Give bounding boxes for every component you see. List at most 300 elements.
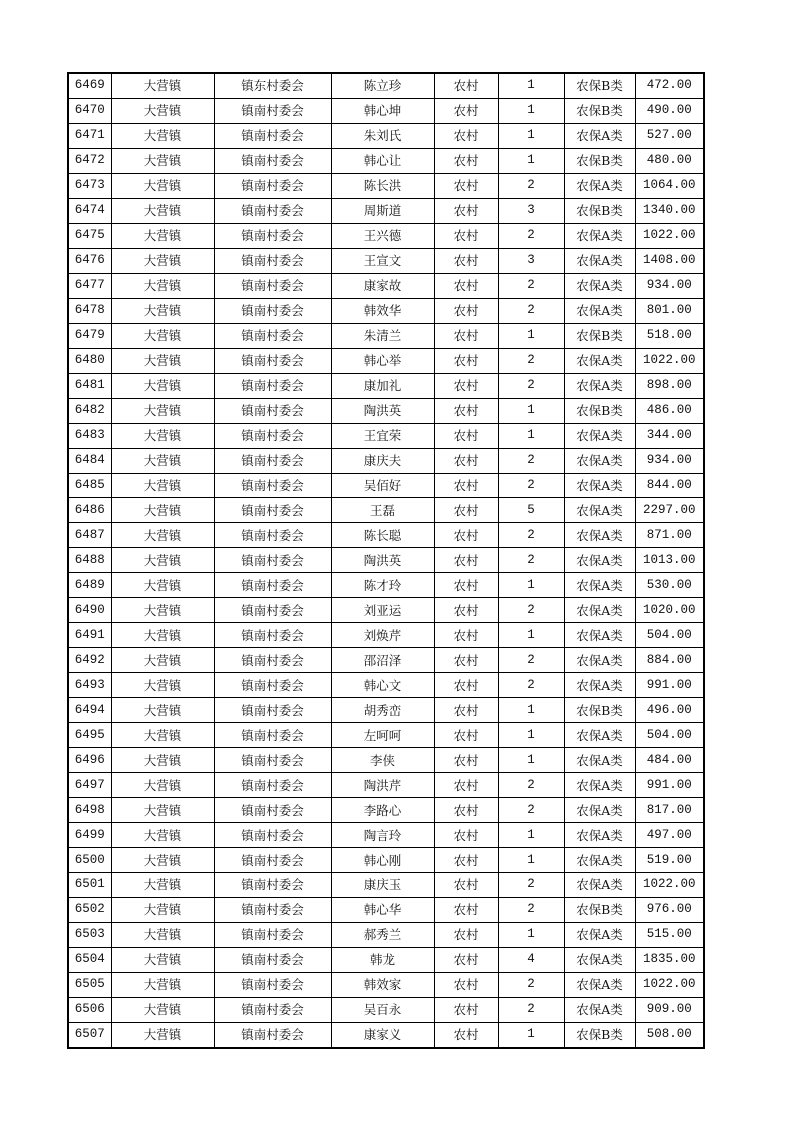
name-cell: 左呵呵 (331, 723, 434, 748)
insurance-category-cell: 农保B类 (564, 698, 635, 723)
village-committee-cell: 镇南村委会 (214, 298, 331, 323)
name-cell: 陶洪英 (331, 548, 434, 573)
household-count-cell: 2 (498, 373, 564, 398)
name-cell: 王兴德 (331, 223, 434, 248)
amount-cell: 344.00 (635, 423, 704, 448)
insurance-category-cell: 农保A类 (564, 173, 635, 198)
area-type-cell: 农村 (434, 673, 498, 698)
name-cell: 邵沼泽 (331, 648, 434, 673)
household-count-cell: 2 (498, 348, 564, 373)
row-number-cell: 6503 (68, 922, 111, 947)
amount-cell: 472.00 (635, 73, 704, 98)
row-number-cell: 6487 (68, 523, 111, 548)
insurance-category-cell: 农保A类 (564, 123, 635, 148)
table-row (68, 98, 704, 123)
insurance-category-cell: 农保B类 (564, 323, 635, 348)
village-committee-cell: 镇南村委会 (214, 648, 331, 673)
row-number-cell: 6472 (68, 148, 111, 173)
amount-cell: 530.00 (635, 573, 704, 598)
name-cell: 康家故 (331, 273, 434, 298)
town-cell: 大营镇 (111, 473, 214, 498)
town-cell: 大营镇 (111, 448, 214, 473)
row-number-cell: 6496 (68, 748, 111, 773)
table-row (68, 448, 704, 473)
town-cell: 大营镇 (111, 947, 214, 972)
village-committee-cell: 镇南村委会 (214, 548, 331, 573)
village-committee-cell: 镇南村委会 (214, 897, 331, 922)
village-committee-cell: 镇南村委会 (214, 972, 331, 997)
amount-cell: 884.00 (635, 648, 704, 673)
town-cell: 大营镇 (111, 73, 214, 98)
table-row (68, 1022, 704, 1047)
row-number-cell: 6488 (68, 548, 111, 573)
amount-cell: 515.00 (635, 922, 704, 947)
household-count-cell: 2 (498, 897, 564, 922)
town-cell: 大营镇 (111, 223, 214, 248)
insurance-category-cell: 农保A类 (564, 773, 635, 798)
area-type-cell: 农村 (434, 548, 498, 573)
village-committee-cell: 镇南村委会 (214, 1022, 331, 1047)
area-type-cell: 农村 (434, 373, 498, 398)
table-row (68, 873, 704, 898)
row-number-cell: 6497 (68, 773, 111, 798)
name-cell: 韩心文 (331, 673, 434, 698)
name-cell: 王宜荣 (331, 423, 434, 448)
name-cell: 韩龙 (331, 947, 434, 972)
town-cell: 大营镇 (111, 423, 214, 448)
amount-cell: 497.00 (635, 823, 704, 848)
household-count-cell: 1 (498, 1022, 564, 1047)
insurance-category-cell: 农保A类 (564, 298, 635, 323)
insurance-category-cell: 农保A类 (564, 873, 635, 898)
area-type-cell: 农村 (434, 248, 498, 273)
area-type-cell: 农村 (434, 922, 498, 947)
insurance-category-cell: 农保A类 (564, 723, 635, 748)
amount-cell: 801.00 (635, 298, 704, 323)
table-row (68, 498, 704, 523)
town-cell: 大营镇 (111, 972, 214, 997)
amount-cell: 484.00 (635, 748, 704, 773)
insurance-category-cell: 农保A类 (564, 273, 635, 298)
row-number-cell: 6506 (68, 997, 111, 1022)
area-type-cell: 农村 (434, 273, 498, 298)
village-committee-cell: 镇南村委会 (214, 598, 331, 623)
area-type-cell: 农村 (434, 873, 498, 898)
area-type-cell: 农村 (434, 398, 498, 423)
name-cell: 陶言玲 (331, 823, 434, 848)
area-type-cell: 农村 (434, 723, 498, 748)
household-count-cell: 1 (498, 922, 564, 947)
name-cell: 王磊 (331, 498, 434, 523)
name-cell: 王宣文 (331, 248, 434, 273)
row-number-cell: 6471 (68, 123, 111, 148)
village-committee-cell: 镇南村委会 (214, 98, 331, 123)
name-cell: 陈长聪 (331, 523, 434, 548)
area-type-cell: 农村 (434, 523, 498, 548)
amount-cell: 817.00 (635, 798, 704, 823)
household-count-cell: 1 (498, 148, 564, 173)
town-cell: 大营镇 (111, 698, 214, 723)
name-cell: 吴百永 (331, 997, 434, 1022)
amount-cell: 934.00 (635, 448, 704, 473)
town-cell: 大营镇 (111, 922, 214, 947)
row-number-cell: 6475 (68, 223, 111, 248)
town-cell: 大营镇 (111, 523, 214, 548)
town-cell: 大营镇 (111, 348, 214, 373)
row-number-cell: 6489 (68, 573, 111, 598)
insurance-category-cell: 农保A类 (564, 248, 635, 273)
town-cell: 大营镇 (111, 723, 214, 748)
town-cell: 大营镇 (111, 248, 214, 273)
household-count-cell: 2 (498, 298, 564, 323)
row-number-cell: 6495 (68, 723, 111, 748)
row-number-cell: 6486 (68, 498, 111, 523)
row-number-cell: 6480 (68, 348, 111, 373)
household-count-cell: 4 (498, 947, 564, 972)
name-cell: 韩心刚 (331, 848, 434, 873)
amount-cell: 504.00 (635, 723, 704, 748)
area-type-cell: 农村 (434, 947, 498, 972)
amount-cell: 519.00 (635, 848, 704, 873)
table-row (68, 673, 704, 698)
row-number-cell: 6479 (68, 323, 111, 348)
household-count-cell: 2 (498, 273, 564, 298)
town-cell: 大营镇 (111, 323, 214, 348)
name-cell: 韩心让 (331, 148, 434, 173)
name-cell: 陈长洪 (331, 173, 434, 198)
household-count-cell: 1 (498, 398, 564, 423)
table-row (68, 298, 704, 323)
household-count-cell: 2 (498, 448, 564, 473)
town-cell: 大营镇 (111, 198, 214, 223)
household-count-cell: 1 (498, 323, 564, 348)
village-committee-cell: 镇南村委会 (214, 198, 331, 223)
amount-cell: 844.00 (635, 473, 704, 498)
insurance-category-cell: 农保A类 (564, 848, 635, 873)
table-row (68, 273, 704, 298)
household-count-cell: 2 (498, 523, 564, 548)
area-type-cell: 农村 (434, 448, 498, 473)
village-committee-cell: 镇东村委会 (214, 73, 331, 98)
insurance-category-cell: 农保B类 (564, 897, 635, 922)
village-committee-cell: 镇南村委会 (214, 848, 331, 873)
village-committee-cell: 镇南村委会 (214, 448, 331, 473)
area-type-cell: 农村 (434, 73, 498, 98)
table-row (68, 972, 704, 997)
village-committee-cell: 镇南村委会 (214, 348, 331, 373)
household-count-cell: 2 (498, 773, 564, 798)
town-cell: 大营镇 (111, 373, 214, 398)
amount-cell: 871.00 (635, 523, 704, 548)
amount-cell: 1064.00 (635, 173, 704, 198)
household-count-cell: 3 (498, 198, 564, 223)
table-body (68, 73, 704, 1048)
village-committee-cell: 镇南村委会 (214, 823, 331, 848)
village-committee-cell: 镇南村委会 (214, 723, 331, 748)
village-committee-cell: 镇南村委会 (214, 323, 331, 348)
name-cell: 康家义 (331, 1022, 434, 1047)
table-row (68, 698, 704, 723)
row-number-cell: 6473 (68, 173, 111, 198)
insurance-category-cell: 农保A类 (564, 673, 635, 698)
insurance-category-cell: 农保B类 (564, 73, 635, 98)
row-number-cell: 6499 (68, 823, 111, 848)
amount-cell: 1340.00 (635, 198, 704, 223)
insurance-category-cell: 农保A类 (564, 997, 635, 1022)
insurance-category-cell: 农保B类 (564, 398, 635, 423)
name-cell: 李侠 (331, 748, 434, 773)
table-row (68, 423, 704, 448)
area-type-cell: 农村 (434, 897, 498, 922)
amount-cell: 1408.00 (635, 248, 704, 273)
area-type-cell: 农村 (434, 123, 498, 148)
insurance-category-cell: 农保A类 (564, 448, 635, 473)
village-committee-cell: 镇南村委会 (214, 148, 331, 173)
row-number-cell: 6483 (68, 423, 111, 448)
insurance-category-cell: 农保A类 (564, 648, 635, 673)
table-row (68, 223, 704, 248)
village-committee-cell: 镇南村委会 (214, 223, 331, 248)
amount-cell: 909.00 (635, 997, 704, 1022)
table-row (68, 398, 704, 423)
village-committee-cell: 镇南村委会 (214, 623, 331, 648)
household-count-cell: 1 (498, 848, 564, 873)
row-number-cell: 6484 (68, 448, 111, 473)
amount-cell: 1835.00 (635, 947, 704, 972)
town-cell: 大营镇 (111, 573, 214, 598)
name-cell: 李路心 (331, 798, 434, 823)
town-cell: 大营镇 (111, 748, 214, 773)
household-count-cell: 2 (498, 548, 564, 573)
table-row (68, 148, 704, 173)
village-committee-cell: 镇南村委会 (214, 123, 331, 148)
name-cell: 陶洪芹 (331, 773, 434, 798)
town-cell: 大营镇 (111, 673, 214, 698)
row-number-cell: 6470 (68, 98, 111, 123)
area-type-cell: 农村 (434, 298, 498, 323)
town-cell: 大营镇 (111, 1022, 214, 1047)
name-cell: 陈立珍 (331, 73, 434, 98)
name-cell: 韩效家 (331, 972, 434, 997)
village-committee-cell: 镇南村委会 (214, 698, 331, 723)
name-cell: 韩心坤 (331, 98, 434, 123)
name-cell: 胡秀峦 (331, 698, 434, 723)
table-row (68, 922, 704, 947)
household-count-cell: 2 (498, 873, 564, 898)
insurance-category-cell: 农保A类 (564, 373, 635, 398)
name-cell: 周斯道 (331, 198, 434, 223)
row-number-cell: 6485 (68, 473, 111, 498)
insurance-category-cell: 农保B类 (564, 1022, 635, 1047)
household-count-cell: 5 (498, 498, 564, 523)
area-type-cell: 农村 (434, 148, 498, 173)
name-cell: 朱清兰 (331, 323, 434, 348)
name-cell: 郝秀兰 (331, 922, 434, 947)
insurance-category-cell: 农保B类 (564, 148, 635, 173)
amount-cell: 1020.00 (635, 598, 704, 623)
insurance-category-cell: 农保A类 (564, 223, 635, 248)
table-row (68, 648, 704, 673)
town-cell: 大营镇 (111, 598, 214, 623)
amount-cell: 518.00 (635, 323, 704, 348)
row-number-cell: 6490 (68, 598, 111, 623)
row-number-cell: 6504 (68, 947, 111, 972)
area-type-cell: 农村 (434, 823, 498, 848)
village-committee-cell: 镇南村委会 (214, 248, 331, 273)
town-cell: 大营镇 (111, 148, 214, 173)
area-type-cell: 农村 (434, 98, 498, 123)
insurance-category-cell: 农保A类 (564, 947, 635, 972)
table-row (68, 473, 704, 498)
village-committee-cell: 镇南村委会 (214, 573, 331, 598)
data-table (67, 72, 705, 1049)
insurance-category-cell: 农保A类 (564, 523, 635, 548)
amount-cell: 508.00 (635, 1022, 704, 1047)
area-type-cell: 农村 (434, 773, 498, 798)
row-number-cell: 6478 (68, 298, 111, 323)
town-cell: 大营镇 (111, 997, 214, 1022)
amount-cell: 2297.00 (635, 498, 704, 523)
town-cell: 大营镇 (111, 897, 214, 922)
area-type-cell: 农村 (434, 223, 498, 248)
insurance-category-cell: 农保A类 (564, 922, 635, 947)
household-count-cell: 1 (498, 823, 564, 848)
insurance-category-cell: 农保B类 (564, 198, 635, 223)
insurance-category-cell: 农保A类 (564, 423, 635, 448)
household-count-cell: 2 (498, 648, 564, 673)
insurance-category-cell: 农保A类 (564, 823, 635, 848)
area-type-cell: 农村 (434, 348, 498, 373)
amount-cell: 490.00 (635, 98, 704, 123)
town-cell: 大营镇 (111, 298, 214, 323)
table-row (68, 373, 704, 398)
village-committee-cell: 镇南村委会 (214, 398, 331, 423)
village-committee-cell: 镇南村委会 (214, 798, 331, 823)
table-row (68, 73, 704, 98)
village-committee-cell: 镇南村委会 (214, 273, 331, 298)
amount-cell: 1022.00 (635, 223, 704, 248)
amount-cell: 1022.00 (635, 972, 704, 997)
amount-cell: 991.00 (635, 673, 704, 698)
household-count-cell: 3 (498, 248, 564, 273)
village-committee-cell: 镇南村委会 (214, 997, 331, 1022)
town-cell: 大营镇 (111, 648, 214, 673)
household-count-cell: 1 (498, 123, 564, 148)
insurance-category-cell: 农保A类 (564, 573, 635, 598)
row-number-cell: 6492 (68, 648, 111, 673)
area-type-cell: 农村 (434, 498, 498, 523)
village-committee-cell: 镇南村委会 (214, 173, 331, 198)
area-type-cell: 农村 (434, 848, 498, 873)
household-count-cell: 1 (498, 423, 564, 448)
town-cell: 大营镇 (111, 98, 214, 123)
name-cell: 陈才玲 (331, 573, 434, 598)
table-row (68, 723, 704, 748)
table-row (68, 823, 704, 848)
area-type-cell: 农村 (434, 972, 498, 997)
amount-cell: 898.00 (635, 373, 704, 398)
area-type-cell: 农村 (434, 473, 498, 498)
household-count-cell: 2 (498, 473, 564, 498)
row-number-cell: 6477 (68, 273, 111, 298)
row-number-cell: 6482 (68, 398, 111, 423)
household-count-cell: 2 (498, 173, 564, 198)
household-count-cell: 2 (498, 598, 564, 623)
amount-cell: 976.00 (635, 897, 704, 922)
town-cell: 大营镇 (111, 498, 214, 523)
row-number-cell: 6491 (68, 623, 111, 648)
area-type-cell: 农村 (434, 198, 498, 223)
row-number-cell: 6476 (68, 248, 111, 273)
table-row (68, 798, 704, 823)
table-row (68, 748, 704, 773)
town-cell: 大营镇 (111, 623, 214, 648)
table-row (68, 348, 704, 373)
village-committee-cell: 镇南村委会 (214, 498, 331, 523)
name-cell: 韩效华 (331, 298, 434, 323)
insurance-category-cell: 农保A类 (564, 748, 635, 773)
name-cell: 陶洪英 (331, 398, 434, 423)
row-number-cell: 6498 (68, 798, 111, 823)
name-cell: 康庆夫 (331, 448, 434, 473)
village-committee-cell: 镇南村委会 (214, 748, 331, 773)
amount-cell: 527.00 (635, 123, 704, 148)
table-row (68, 523, 704, 548)
household-count-cell: 1 (498, 623, 564, 648)
amount-cell: 486.00 (635, 398, 704, 423)
area-type-cell: 农村 (434, 798, 498, 823)
row-number-cell: 6474 (68, 198, 111, 223)
town-cell: 大营镇 (111, 848, 214, 873)
amount-cell: 1022.00 (635, 873, 704, 898)
insurance-category-cell: 农保A类 (564, 348, 635, 373)
area-type-cell: 农村 (434, 623, 498, 648)
insurance-category-cell: 农保A类 (564, 473, 635, 498)
household-count-cell: 2 (498, 673, 564, 698)
amount-cell: 934.00 (635, 273, 704, 298)
row-number-cell: 6501 (68, 873, 111, 898)
name-cell: 韩心华 (331, 897, 434, 922)
household-count-cell: 2 (498, 972, 564, 997)
row-number-cell: 6500 (68, 848, 111, 873)
village-committee-cell: 镇南村委会 (214, 473, 331, 498)
insurance-category-cell: 农保A类 (564, 598, 635, 623)
area-type-cell: 农村 (434, 598, 498, 623)
insurance-category-cell: 农保A类 (564, 498, 635, 523)
village-committee-cell: 镇南村委会 (214, 523, 331, 548)
area-type-cell: 农村 (434, 423, 498, 448)
household-count-cell: 2 (498, 223, 564, 248)
amount-cell: 496.00 (635, 698, 704, 723)
amount-cell: 991.00 (635, 773, 704, 798)
household-count-cell: 1 (498, 98, 564, 123)
village-committee-cell: 镇南村委会 (214, 922, 331, 947)
area-type-cell: 农村 (434, 323, 498, 348)
insurance-category-cell: 农保A类 (564, 548, 635, 573)
area-type-cell: 农村 (434, 173, 498, 198)
name-cell: 康加礼 (331, 373, 434, 398)
amount-cell: 480.00 (635, 148, 704, 173)
name-cell: 韩心举 (331, 348, 434, 373)
area-type-cell: 农村 (434, 648, 498, 673)
insurance-category-cell: 农保A类 (564, 798, 635, 823)
table-row (68, 573, 704, 598)
row-number-cell: 6505 (68, 972, 111, 997)
table-row (68, 623, 704, 648)
name-cell: 吴佰好 (331, 473, 434, 498)
row-number-cell: 6494 (68, 698, 111, 723)
table-row (68, 323, 704, 348)
